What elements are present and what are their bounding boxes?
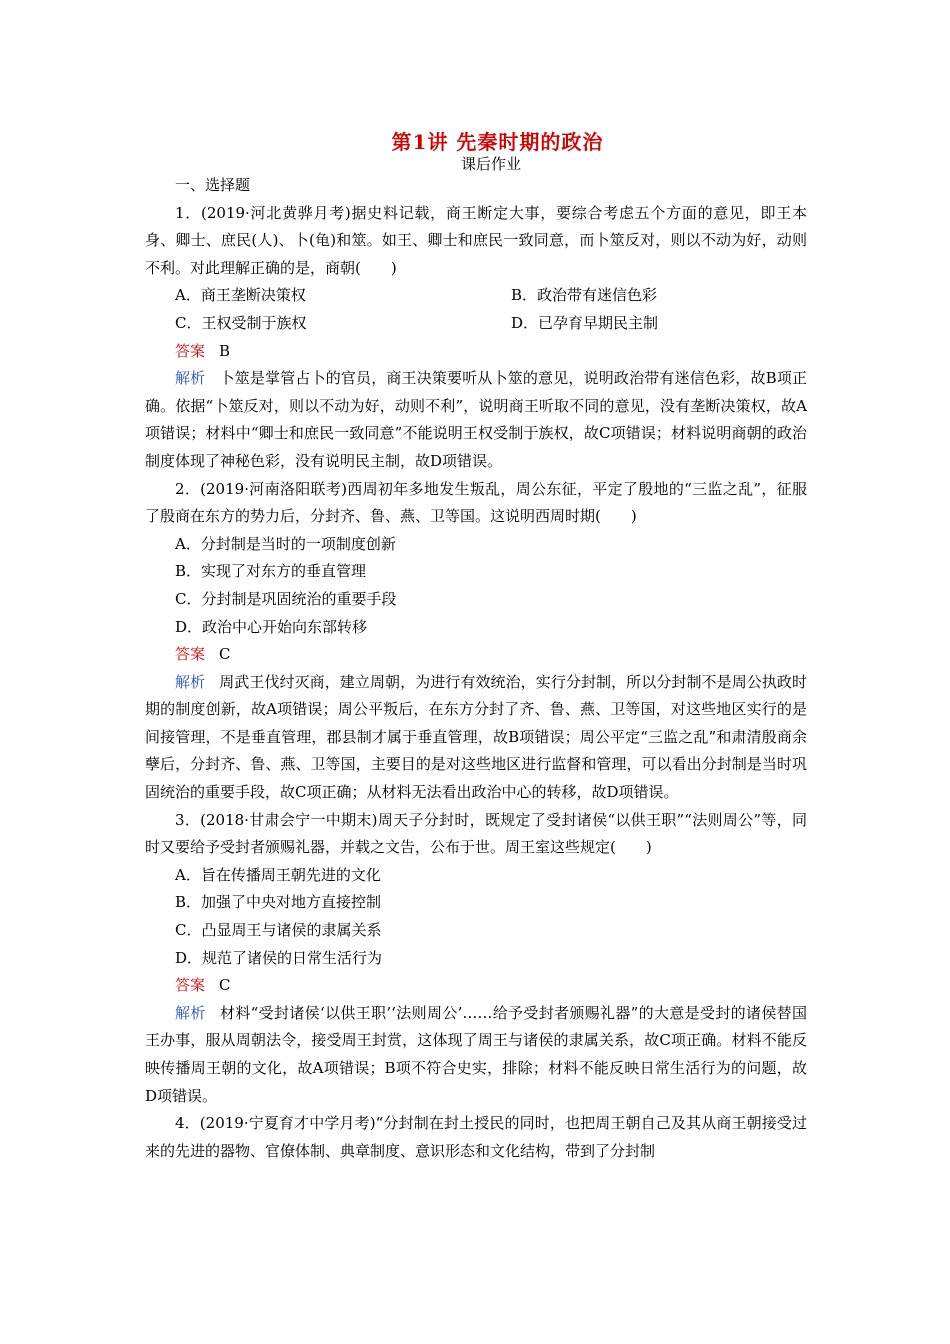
- question-2-explanation: [145, 669, 807, 807]
- document-title: 第1讲 先秦时期的政治: [391, 130, 604, 154]
- question-4-stem: 4．(2019·宁夏育才中学月考)“分封制在封土授民的同时，也把周王朝自己及其从商王朝接受过来的先进的器物、官僚体制、典章制度、意识形态和文化结构，带到了分封制: [145, 1114, 807, 1160]
- question-2-stem: 2．(2019·河南洛阳联考)西周初年多地发生叛乱，周公东征，平定了殷地的“三监之乱”，征服了殷商在东方的势力后，分封齐、鲁、燕、卫等国。这说明西周时期( ): [145, 479, 807, 526]
- question-1-option-d: D．已孕育早期民主制: [511, 313, 659, 332]
- question-1-answer: [145, 338, 807, 366]
- answer-label: 答案: [175, 645, 206, 664]
- question-3-explanation-text: 材料“受封诸侯‘以供王职’‘法则周公’……给予受封者颁赐礼器”的大意是受封的诸侯替国王办事，服从周朝法令，接受周王封赏，这体现了周王与诸侯的隶属关系，故C项正确。材料不能反映传播周王朝的文化，故A项错误；B项不符合史实，排除；材料不能反映日常生活行为的问题，故D项错误。: [145, 1003, 807, 1105]
- question-2-option-c: C．分封制是巩固统治的重要手段: [175, 589, 397, 608]
- question-3-option-d: D．规范了诸侯的日常生活行为: [175, 948, 383, 967]
- explanation-label: 解析: [175, 1003, 206, 1022]
- question-3-option-a: A．旨在传播周王朝先进的文化: [175, 865, 381, 884]
- question-3-answer: [145, 972, 807, 1000]
- answer-label: 答案: [175, 341, 206, 360]
- question-3-option-c: C．凸显周王与诸侯的隶属关系: [175, 921, 382, 940]
- question-2-answer-value: C: [219, 645, 231, 664]
- section-heading: 一、选择题: [175, 176, 251, 194]
- question-1-option-c: C．王权受制于族权: [175, 313, 307, 332]
- explanation-label: 解析: [175, 369, 206, 388]
- question-2-explanation-text: 周武王伐纣灭商，建立周朝，为进行有效统治，实行分封制，所以分封制不是周公执政时期的制度创新，故A项错误；周公平叛后，在东方分封了齐、鲁、燕、卫等国，对这些地区实行的是间接管理，不是垂直管理，郡县制才属于垂直管理，故B项错误；周公平定“三监之乱”和肃清殷商余孽后，分封齐、鲁、燕、卫等国，主要目的是对这些地区进行监督和管理，可以看出分封制是当时巩固统治的重要手段，故C项正确；从材料无法看出政治中心的转移，故D项错误。: [145, 672, 807, 802]
- question-1-options-row-2: [145, 310, 807, 338]
- question-2-answer: [145, 641, 807, 669]
- question-1-answer-value: B: [219, 341, 231, 360]
- question-3-explanation: [145, 1000, 807, 1110]
- document-body: [145, 172, 807, 1165]
- question-1-options-row-1: [145, 282, 807, 310]
- document-subtitle: 课后作业: [460, 155, 521, 173]
- question-3-option-b: B．加强了中央对地方直接控制: [175, 893, 382, 912]
- question-2-option-b: B．实现了对东方的垂直管理: [175, 562, 367, 581]
- question-2-option-d: D．政治中心开始向东部转移: [175, 617, 368, 636]
- question-1-option-a: A．商王垄断决策权: [175, 286, 306, 305]
- question-1-explanation-text: 卜筮是掌管占卜的官员，商王决策要听从卜筮的意见，说明政治带有迷信色彩，故B项正确。依据“卜筮反对，则以不动为好，动则不利”，说明商王听取不同的意见，没有垄断决策权，故A项错误；材料中“卿士和庶民一致同意”不能说明王权受制于族权，故C项错误；材料说明商朝的政治制度体现了神秘色彩，没有说明民主制，故D项错误。: [145, 369, 807, 470]
- question-3-answer-value: C: [219, 976, 231, 995]
- question-2-option-a: A．分封制是当时的一项制度创新: [175, 534, 396, 553]
- answer-label: 答案: [175, 976, 206, 995]
- question-1-explanation: [145, 365, 807, 475]
- question-1-option-b: B．政治带有迷信色彩: [511, 286, 658, 305]
- explanation-label: 解析: [175, 672, 206, 691]
- question-1-stem: 1．(2019·河北黄骅月考)据史料记载，商王断定大事，要综合考虑五个方面的意见，即王本身、卿士、庶民(人)、卜(龟)和筮。如王、卿士和庶民一致同意，而卜筮反对，则以不动为好，动则不利。对此理解正确的是，商朝( ): [145, 203, 807, 277]
- question-3-stem: 3．(2018·甘肃会宁一中期末)周天子分封时，既规定了受封诸侯“以供王职”“法则周公”等，同时又要给予受封者颁赐礼器，并载之文告，公布于世。周王室这些规定( ): [145, 810, 807, 857]
